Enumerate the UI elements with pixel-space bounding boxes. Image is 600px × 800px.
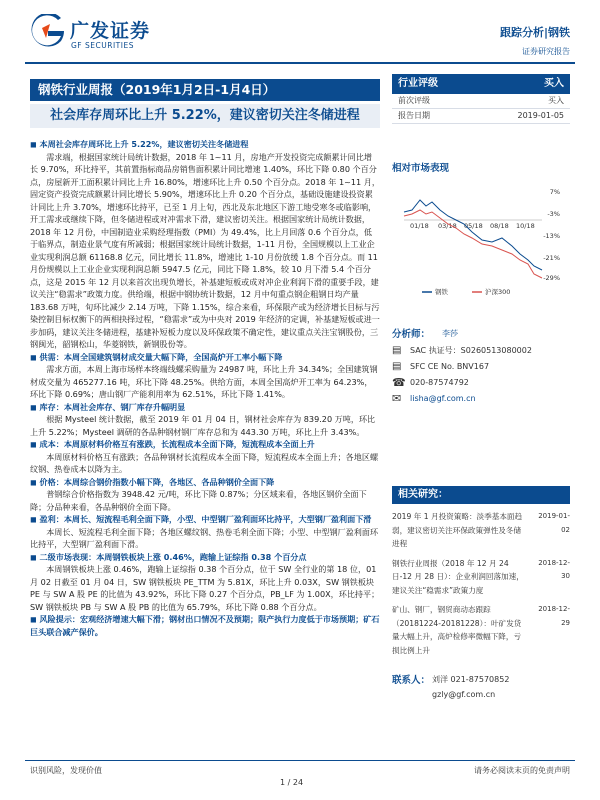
body-h4: ◼ 成本：本周原材料价格互有涨跌，长流程成本全面下降，短流程成本全面上升 bbox=[30, 439, 315, 449]
phone-number: 020-87574792 bbox=[410, 377, 469, 387]
legend-csi300: 沪深300 bbox=[485, 288, 511, 296]
y-tick-label: -21% bbox=[543, 254, 560, 262]
body-h7: ◼ 二级市场表现：本周钢铁板块上涨 0.46%，跑输上证综指 0.38 个百分点 bbox=[30, 551, 307, 562]
rating-value: 买入 bbox=[544, 78, 564, 89]
contact-name: 刘洋 021-87570852 bbox=[432, 674, 510, 684]
related-item[interactable] bbox=[392, 557, 570, 598]
series-steel bbox=[404, 200, 542, 270]
related-item-title: 钢铁行业周报（2018 年 12 月 24 日-12 月 28 日）：企业利润回落加速，建议关注“稳需求”政策力度 bbox=[392, 558, 524, 595]
report-title: 钢铁行业周报（2019年1月2日-1月4日） bbox=[30, 79, 380, 101]
sac-row bbox=[392, 342, 570, 358]
body-p1: 需求端，根据国家统计局统计数据，2018 年 1~11 月，房地产开发投资完成额累计同比增长 9.70%，环比持平，其前置指标商品房销售面积累计同比增速 1.40%，环比下降 0.80 个百分点，房屋新开工面积累计同比上升 16.80%，增速环比上升 0.50 个百分点。2018 年 1~11 月，固定资产投资完成额累计同比增长 5.90%，增速环比上升 0.20 个百分点，基础设施建设投资累计同比上升 3.70%，增速环比持平，已至 1 月上旬，西北及东北地区下游工地受寒冬或临影响，开工需求或继续下降，但冬储进程或对冲需求下滑，建议密切关注。根据国家统计局统计数据，2018 年 12 月份，中国制造业采购经理指数（PMI）为 49.4%，比上月回落 0.6 个百分点，低于临界点，制造业景气度有所减弱；根据国家统计局统计数据，1-11 月份，全国规模以上工业企业实现利润总额 61168.8 亿元，同比增长 11.8%，增速比 1-10 月份放缓 1.8 个百分点。而 11 月份规模以上工业企业实现利润总额 5947.5 亿元，同比下降 1.8%，较 10 月下滑 5.4 个百分点，这是 2015 年 12 月以来首次出现负增长，补基建短板或成对冲企业利润下滑的重要手段，建议关注“稳需求”政策力度。供给端，根据中钢协统计数据，12 月中旬重点钢企粗钢日均产量 183.68 万吨，旬环比减少 2.14 万吨，下降 1.15%，综合来看，环保限产或为经济增长目标与污染控制目标权衡下的两相抉择过程，“稳需求”或为中央对 2019 年经济的定调，补基建短板或进一步加码，建议关注冬储进程，基建补短板力度以及环保政策不确定性，建议重点关注宝钢股份，三钢闽光，韶钢松山，华菱钢铁，新钢股份等。 bbox=[30, 151, 380, 349]
related-item-date: 2018-12-29 bbox=[538, 605, 570, 627]
y-tick-label: 7% bbox=[549, 188, 560, 196]
analyst-label: 分析师： bbox=[392, 329, 431, 340]
body-h5: ◼ 价格：本周综合钢价指数小幅下降，各地区、各品种钢价全面下降 bbox=[30, 476, 275, 487]
rating-row-value: 买入 bbox=[548, 96, 564, 105]
body-p7: 本周钢铁板块上涨 0.46%，跑输上证综指 0.38 个百分点，位于 SW 全行业的第 18 位，01 月 02 日截至 01 月 04 日，SW 钢铁板块 PE_TTM 为 5.81X，环比上升 0.03X，SW 钢铁板块 PE 与 SW A 股 PE 的比值为 43.92%，环比下降 0.27 个百分点，PB_LF 为 1.00X，环比持平；SW 钢铁板块 PB 与 SW A 股 PB 的比值为 65.79%，环比下降 0.88 个百分点。 bbox=[30, 564, 380, 612]
rating-row-value: 2019-01-05 bbox=[517, 111, 564, 120]
relative-performance-chart bbox=[392, 180, 570, 300]
phone-row bbox=[392, 374, 570, 390]
market-title: 相对市场表现 bbox=[392, 163, 450, 174]
report-sub: 证券研究报告 bbox=[522, 47, 570, 56]
y-tick-label: -13% bbox=[543, 232, 560, 240]
report-body bbox=[30, 138, 380, 738]
body-p6: 本周长、短流程毛利全面下降；各地区螺纹钢、热卷毛利全面下降；小型、中型钢厂盈利面环比持平，大型钢厂盈利面下滑。 bbox=[30, 526, 379, 549]
logo-cn: 广发证券 bbox=[70, 20, 151, 42]
sac-number: SAC 执证号：S0260513080002 bbox=[410, 345, 532, 355]
logo-en: GF SECURITIES bbox=[71, 41, 134, 50]
related-item-title: 2019 年 1 月投资策略：淡季基本面趋弱，建议密切关注环保政策弹性及冬储进程 bbox=[392, 512, 523, 548]
body-p4: 本周原材料价格互有涨跌；各品种钢材长流程成本全面下降，短流程成本全面上升；各地区螺纹钢、热卷成本以降为主。 bbox=[30, 451, 379, 474]
contact-email[interactable]: gzly@gf.com.cn bbox=[432, 690, 496, 699]
body-h6: ◼ 盈利：本周长、短流程毛利全面下降，小型、中型钢厂盈利面环比持平，大型钢厂盈利面下滑 bbox=[30, 514, 372, 524]
footer-left: 识别风险，发现价值 bbox=[30, 766, 102, 775]
related-item-date: 2018-12-30 bbox=[538, 558, 570, 580]
email-address[interactable]: lisha@gf.com.cn bbox=[410, 393, 476, 403]
body-h8: ◼ 风险提示：宏观经济增速大幅下滑；钢材出口情况不及预期；限产执行力度低于市场预期；矿石巨头联合减产保价。 bbox=[30, 614, 380, 637]
body-p3: 根据 Mysteel 统计数据，截至 2019 年 01 月 04 日，钢材社会库存为 839.20 万吨，环比上升 5.22%；Mysteel 调研的各品种钢材钢厂库存总和为 443.30 万吨，环比上升 3.43%。 bbox=[30, 414, 376, 437]
related-list bbox=[392, 510, 570, 657]
footer-rule bbox=[25, 760, 575, 761]
header-rule bbox=[25, 62, 575, 64]
logo bbox=[28, 14, 188, 54]
sidebar bbox=[392, 74, 570, 703]
rating-row-prev bbox=[392, 94, 570, 109]
page-number: 1 / 24 bbox=[280, 778, 304, 787]
related-item-date: 2019-01-02 bbox=[538, 512, 570, 534]
footer-right: 请务必阅读末页的免责声明 bbox=[474, 766, 570, 775]
rating-header bbox=[392, 74, 570, 94]
related-item-title: 矿山、钢厂，钢贸商动态跟踪（20181224-20181228）：叶矿发货量大幅上升，高炉检修率微幅下降，亏损比例上升 bbox=[392, 605, 522, 655]
body-h2: ◼ 供需：本周全国建筑钢材成交量大幅下降，全国高炉开工率小幅下降 bbox=[30, 351, 283, 362]
contact-label: 联系人： bbox=[392, 675, 431, 686]
analyst-block bbox=[392, 324, 570, 406]
contact-row bbox=[392, 671, 570, 687]
body-h3: ◼ 库存：本周社会库存、钢厂库存升幅明显 bbox=[30, 401, 186, 412]
legend-steel: 钢铁 bbox=[435, 288, 448, 296]
x-tick-label: 01/18 bbox=[410, 222, 429, 230]
body-p5: 普钢综合价格指数为 3948.42 元/吨，环比下降 0.87%；分区域来看，各地区钢价全面下降；分品种来看，各品种钢价全面下降。 bbox=[30, 489, 367, 512]
phone-icon: ☎ bbox=[392, 375, 406, 389]
y-tick-label: -3% bbox=[547, 210, 560, 218]
sfc-row bbox=[392, 358, 570, 374]
x-tick-label: 05/18 bbox=[464, 222, 483, 230]
id-card-icon: ▤ bbox=[392, 360, 402, 372]
related-item[interactable] bbox=[392, 603, 570, 657]
x-tick-label: 03/18 bbox=[438, 222, 457, 230]
report-type: 跟踪分析|钢铁 bbox=[499, 26, 570, 39]
x-tick-label: 10/18 bbox=[516, 222, 535, 230]
gf-logo-icon bbox=[28, 14, 66, 50]
contact-block bbox=[392, 671, 570, 703]
analyst-name: 李莎 bbox=[442, 328, 458, 338]
rating-row-key: 前次评级 bbox=[398, 96, 430, 105]
sfc-number: SFC CE No. BNV167 bbox=[410, 361, 490, 371]
related-header: 相关研究： bbox=[392, 486, 570, 504]
rating-label: 行业评级 bbox=[398, 78, 438, 89]
analyst-row bbox=[392, 324, 570, 342]
id-card-icon: ▤ bbox=[392, 344, 402, 356]
rating-row-key: 报告日期 bbox=[398, 111, 430, 120]
email-row bbox=[392, 390, 570, 406]
related-item[interactable] bbox=[392, 510, 570, 551]
email-icon: ✉ bbox=[392, 391, 402, 405]
body-h1: ◼ 本周社会库存周环比上升 5.22%，建议密切关注冬储进程 bbox=[30, 139, 249, 149]
x-tick-label: 08/18 bbox=[490, 222, 509, 230]
y-tick-label: -29% bbox=[543, 274, 560, 282]
report-subtitle: 社会库存周环比上升 5.22%，建议密切关注冬储进程 bbox=[30, 104, 380, 128]
body-p2: 需求方面，本周上海市场样本终端线螺采购量为 24987 吨，环比上升 34.34%；全国建筑钢材成交量为 465277.16 吨，环比下降 48.25%。供给方面，本周全国高炉开工率为 64.23%，环比下降 0.69%；唐山钢厂产能利用率为 62.51%，环比下降 1.41%。 bbox=[30, 364, 378, 399]
rating-row-date bbox=[392, 109, 570, 124]
